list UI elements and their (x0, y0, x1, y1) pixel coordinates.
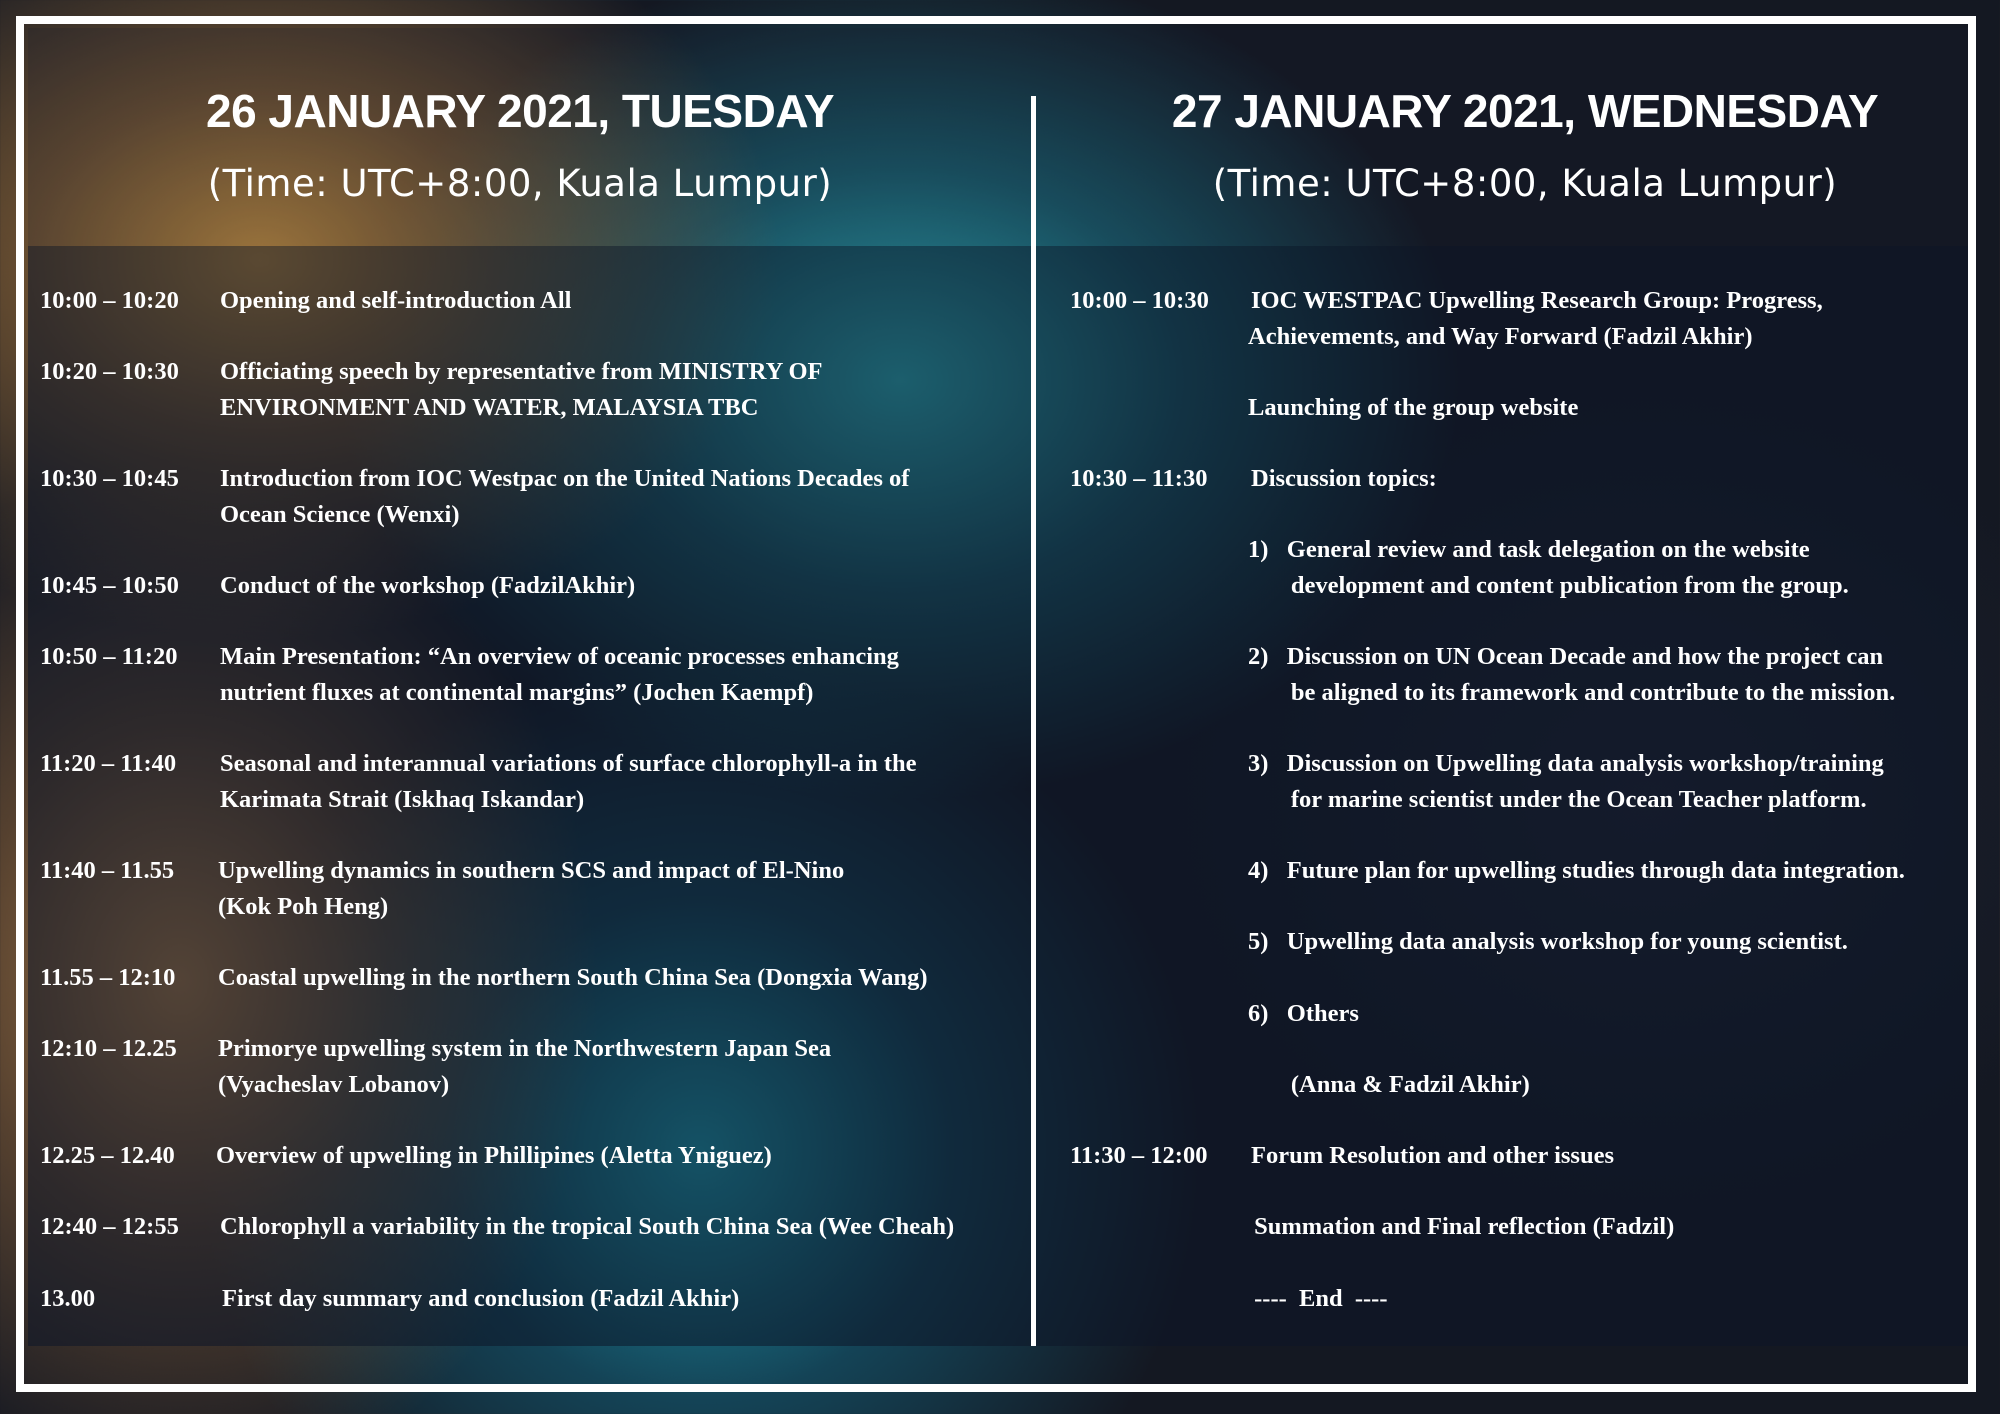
schedule-text: First day summary and conclusion (Fadzil Akhir) (222, 1285, 740, 1312)
schedule-time: 10:50 – 11:20 (40, 643, 178, 670)
schedule-text: 5) Upwelling data analysis workshop for young scientist. (1248, 928, 1848, 955)
schedule-time: 11:40 – 11.55 (40, 857, 175, 884)
schedule-text: Opening and self-introduction All (220, 287, 572, 314)
schedule-time: 13.00 (40, 1285, 96, 1312)
schedule-text: Achievements, and Way Forward (Fadzil Akhir) (1248, 323, 1753, 350)
schedule-text: Coastal upwelling in the northern South China Sea (Dongxia Wang) (218, 964, 928, 991)
day1-subtitle: (Time: UTC+8:00, Kuala Lumpur) (207, 162, 833, 205)
schedule-text: Seasonal and interannual variations of surface chlorophyll-a in the (220, 750, 917, 777)
schedule-time: 10:00 – 10:20 (40, 287, 179, 314)
schedule-text: Ocean Science (Wenxi) (220, 501, 460, 528)
day1-title: 26 JANUARY 2021, TUESDAY (205, 85, 835, 137)
schedule-text: 2) Discussion on UN Ocean Decade and how the project can (1248, 643, 1884, 670)
schedule-text: 1) General review and task delegation on the website (1248, 536, 1810, 563)
schedule-time: 10:20 – 10:30 (40, 358, 179, 385)
schedule-text: (Anna & Fadzil Akhir) (1248, 1071, 1530, 1098)
schedule-text: IOC WESTPAC Upwelling Research Group: Progress, (1251, 287, 1823, 314)
schedule-text: 6) Others (1248, 1000, 1359, 1027)
schedule-time: 12:40 – 12:55 (40, 1213, 179, 1240)
day2-title: 27 JANUARY 2021, WEDNESDAY (1171, 85, 1879, 137)
schedule-time: 12.25 – 12.40 (40, 1142, 175, 1169)
schedule-time: 10:00 – 10:30 (1070, 287, 1209, 314)
schedule-text: Summation and Final reflection (Fadzil) (1248, 1213, 1675, 1240)
schedule-text: Forum Resolution and other issues (1251, 1142, 1615, 1169)
schedule-text: be aligned to its framework and contribute to the mission. (1248, 679, 1896, 706)
schedule-text: Main Presentation: “An overview of oceanic processes enhancing (220, 643, 899, 670)
schedule-text: Introduction from IOC Westpac on the United Nations Decades of (220, 465, 910, 492)
schedule-time: 10:30 – 11:30 (1070, 465, 1208, 492)
schedule-text: 3) Discussion on Upwelling data analysis workshop/training (1248, 750, 1884, 777)
schedule-text: Officiating speech by representative from MINISTRY OF (220, 358, 823, 385)
schedule-text: Karimata Strait (Iskhaq Iskandar) (220, 786, 585, 813)
schedule-text: ---- End ---- (1248, 1285, 1388, 1312)
schedule-time: 10:45 – 10:50 (40, 572, 179, 599)
schedule-text: Overview of upwelling in Phillipines (Aletta Yniguez) (216, 1142, 772, 1169)
schedule-time: 11:20 – 11:40 (40, 750, 177, 777)
day2-subtitle: (Time: UTC+8:00, Kuala Lumpur) (1212, 162, 1838, 205)
schedule-text: Discussion topics: (1251, 465, 1437, 492)
schedule-text: development and content publication from the group. (1248, 572, 1849, 599)
schedule-text: Primorye upwelling system in the Northwestern Japan Sea (218, 1035, 832, 1062)
schedule-time: 11:30 – 12:00 (1070, 1142, 1208, 1169)
schedule-text: (Kok Poh Heng) (218, 893, 389, 920)
schedule-text: for marine scientist under the Ocean Teacher platform. (1248, 786, 1867, 813)
schedule-text: ENVIRONMENT AND WATER, MALAYSIA TBC (220, 394, 759, 421)
schedule-text: Launching of the group website (1248, 394, 1579, 421)
schedule-time: 12:10 – 12.25 (40, 1035, 177, 1062)
schedule-text: Conduct of the workshop (FadzilAkhir) (220, 572, 636, 599)
schedule-text: Chlorophyll a variability in the tropical South China Sea (Wee Cheah) (220, 1213, 955, 1240)
schedule-text: (Vyacheslav Lobanov) (218, 1071, 450, 1098)
schedule-text: 4) Future plan for upwelling studies through data integration. (1248, 857, 1905, 884)
schedule-time: 10:30 – 10:45 (40, 465, 179, 492)
schedule-text: nutrient fluxes at continental margins” (Jochen Kaempf) (220, 679, 814, 706)
schedule-text: Upwelling dynamics in southern SCS and impact of El-Nino (218, 857, 845, 884)
column-divider (1031, 96, 1036, 1346)
schedule-time: 11.55 – 12:10 (40, 964, 176, 991)
